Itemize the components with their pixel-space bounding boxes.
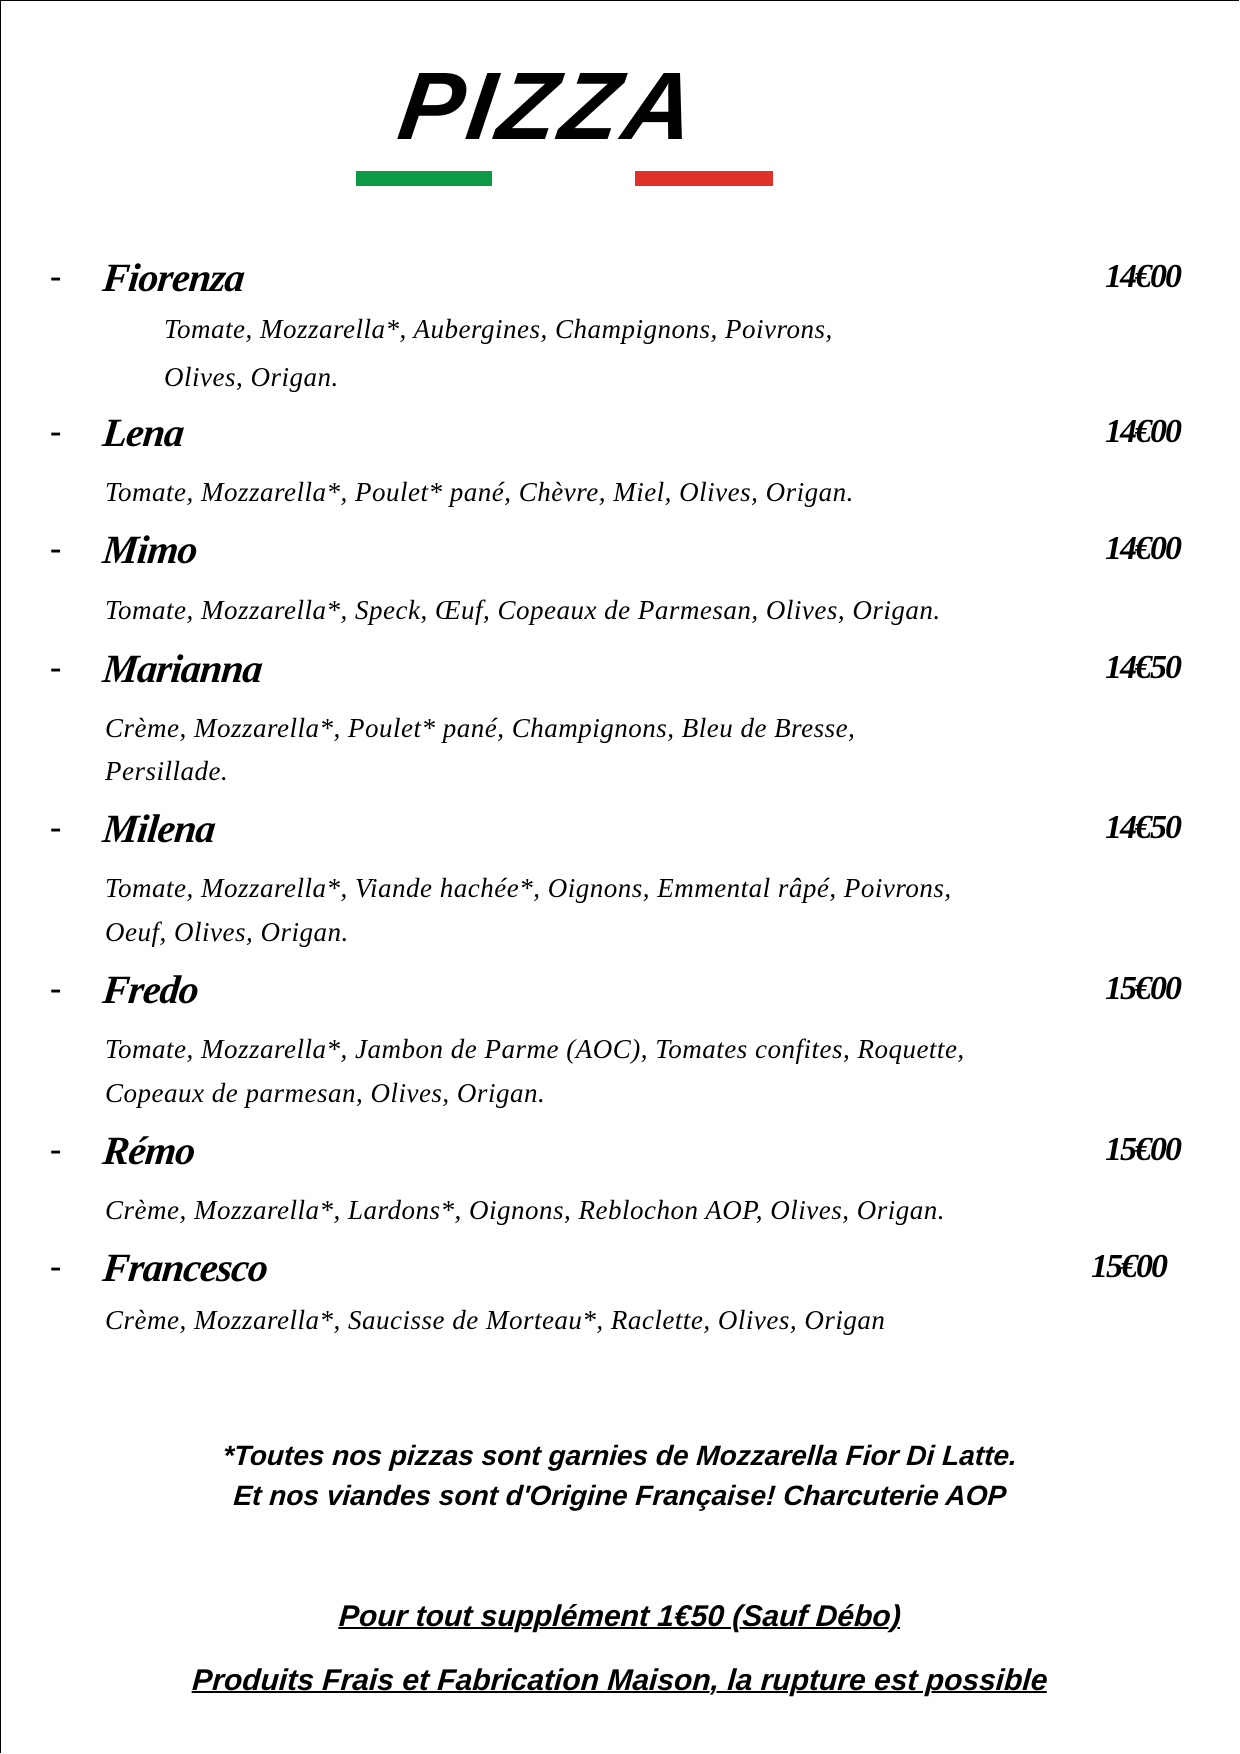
pizza-name: Francesco: [100, 1245, 270, 1290]
pizza-ingredients: Copeaux de parmesan, Olives, Origan.: [105, 1078, 546, 1108]
pizza-name: Rémo: [100, 1128, 197, 1173]
pizza-price: 14€50: [1105, 649, 1180, 686]
bullet-dash: -: [50, 413, 62, 450]
bullet-dash: -: [50, 530, 62, 567]
fresh-products-note: Produits Frais et Fabrication Maison, la rupture est possible: [191, 1664, 1049, 1697]
pizza-ingredients: Tomate, Mozzarella*, Poulet* pané, Chèvre, Miel, Olives, Origan.: [105, 477, 854, 507]
pizza-ingredients: Crème, Mozzarella*, Saucisse de Morteau*, Raclette, Olives, Origan: [105, 1305, 886, 1335]
pizza-price: 14€00: [1105, 413, 1180, 450]
bullet-dash: -: [50, 809, 62, 846]
pizza-ingredients: Persillade.: [105, 756, 229, 786]
page-title: PIZZA: [392, 53, 705, 160]
flag-green-bar: [356, 171, 492, 186]
bullet-dash: -: [50, 1131, 62, 1168]
pizza-price: 15€00: [1091, 1248, 1166, 1285]
pizza-ingredients: Tomate, Mozzarella*, Speck, Œuf, Copeaux de Parmesan, Olives, Origan.: [105, 595, 941, 625]
pizza-name: Fiorenza: [100, 255, 247, 300]
bullet-dash: -: [50, 970, 62, 1007]
pizza-ingredients: Tomate, Mozzarella*, Viande hachée*, Oignons, Emmental râpé, Poivrons,: [105, 873, 952, 903]
pizza-ingredients: Tomate, Mozzarella*, Jambon de Parme (AOC), Tomates confites, Roquette,: [105, 1034, 965, 1064]
pizza-ingredients: Tomate, Mozzarella*, Aubergines, Champignons, Poivrons,: [164, 314, 833, 344]
pizza-price: 15€00: [1105, 970, 1180, 1007]
bullet-dash: -: [50, 649, 62, 686]
pizza-name: Lena: [100, 410, 186, 455]
bullet-dash: -: [50, 258, 62, 295]
pizza-price: 14€00: [1105, 530, 1180, 567]
pizza-ingredients: Crème, Mozzarella*, Lardons*, Oignons, Reblochon AOP, Olives, Origan.: [105, 1195, 945, 1225]
pizza-price: 14€00: [1105, 258, 1180, 295]
footnote-line-1: *Toutes nos pizzas sont garnies de Mozzarella Fior Di Latte.: [221, 1440, 1019, 1471]
pizza-name: Milena: [100, 806, 218, 851]
bullet-dash: -: [50, 1248, 62, 1285]
pizza-name: Marianna: [100, 646, 265, 691]
supplement-note: Pour tout supplément 1€50 (Sauf Débo): [338, 1600, 903, 1633]
pizza-ingredients: Crème, Mozzarella*, Poulet* pané, Champignons, Bleu de Bresse,: [105, 713, 856, 743]
pizza-ingredients: Oeuf, Olives, Origan.: [105, 917, 349, 947]
pizza-price: 15€00: [1105, 1131, 1180, 1168]
pizza-name: Fredo: [100, 967, 201, 1012]
flag-red-bar: [635, 171, 773, 186]
footnote-line-2: Et nos viandes sont d'Origine Française! Charcuterie AOP: [232, 1480, 1008, 1511]
pizza-name: Mimo: [100, 527, 200, 572]
pizza-price: 14€50: [1105, 809, 1180, 846]
pizza-ingredients: Olives, Origan.: [164, 362, 339, 392]
